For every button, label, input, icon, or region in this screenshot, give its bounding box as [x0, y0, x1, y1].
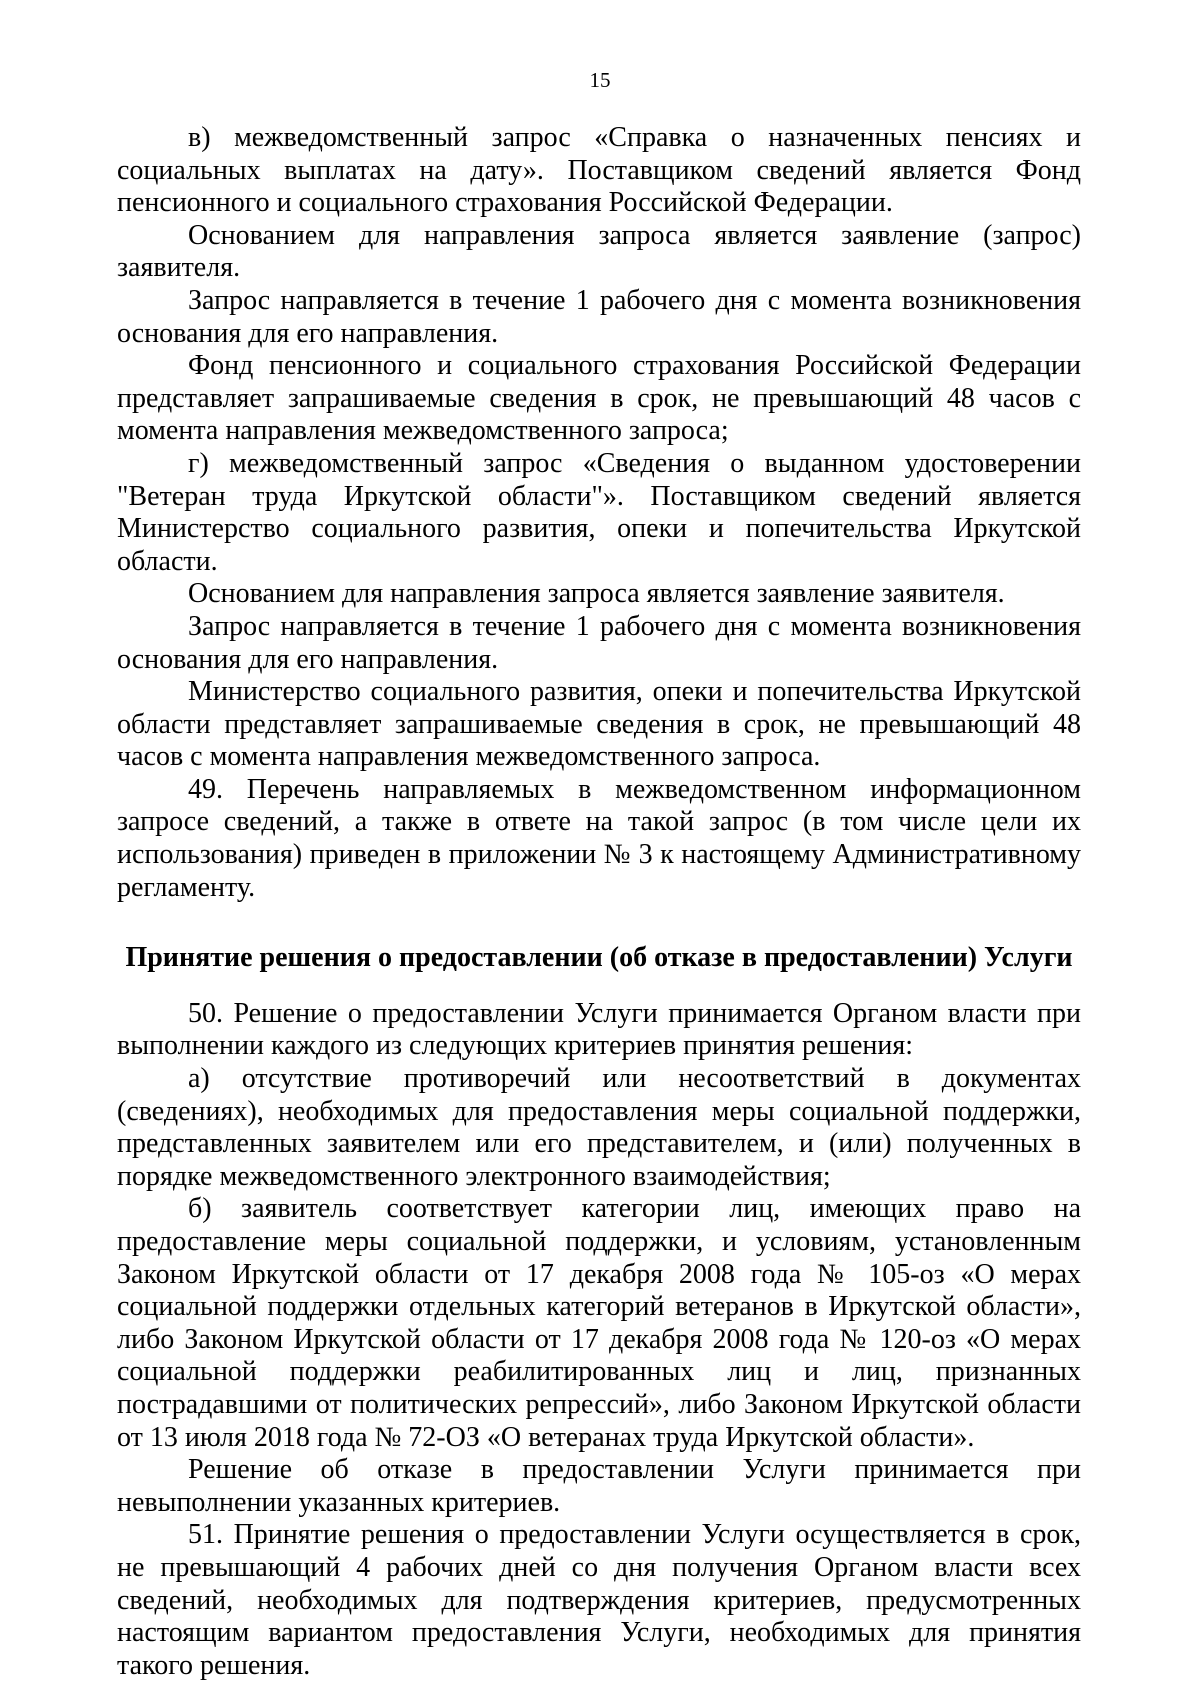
document-body — [117, 122, 1081, 1682]
paragraph-request-timing-2: Запрос направляется в течение 1 рабочего дня с момента возникновения основания для его направления. — [117, 610, 1081, 675]
paragraph-50-b: б) заявитель соответствует категории лиц, имеющих право на предоставление меры социальной поддержки, и условиям, установленным Законом Иркутской области от 17 декабря 2008 года № 105-оз «О мерах социальной поддержки отдельных категорий ветеранов в Иркутской области», либо Законом Иркутской области от 17 декабря 2008 года № 120-оз «О мерах социальной поддержки реабилитированных лиц и лиц, признанных пострадавшими от политических репрессий», либо Законом Иркутской области от 13 июля 2018 года № 72-ОЗ «О ветеранах труда Иркутской области». — [117, 1193, 1081, 1453]
section-heading: Принятие решения о предоставлении (об отказе в предоставлении) Услуги — [125, 942, 1073, 974]
paragraph-request-timing: Запрос направляется в течение 1 рабочего дня с момента возникновения основания для его направления. — [117, 284, 1081, 349]
paragraph-request-basis-2: Основанием для направления запроса является заявление заявителя. — [188, 578, 1005, 610]
paragraph-interagency-request-g: г) межведомственный запрос «Сведения о выданном удостоверении "Ветеран труда Иркутской области"». Поставщиком сведений является Министерство социального развития, опеки и попечительства Иркутской области. — [117, 447, 1081, 577]
paragraph-50: 50. Решение о предоставлении Услуги принимается Органом власти при выполнении каждого из следующих критериев принятия решения: — [117, 997, 1081, 1062]
paragraph-51: 51. Принятие решения о предоставлении Услуги осуществляется в срок, не превышающий 4 рабочих дней со дня получения Органом власти всех сведений, необходимых для подтверждения критериев, предусмотренных настоящим вариантом предоставления Услуги, необходимых для принятия такого решения. — [117, 1519, 1081, 1681]
paragraph-50-a: а) отсутствие противоречий или несоответствий в документах (сведениях), необходимых для предоставления меры социальной поддержки, представленных заявителем или его представителем, и (или) полученных в порядке межведомственного электронного взаимодействия; — [117, 1063, 1081, 1192]
paragraph-ministry-response: Министерство социального развития, опеки и попечительства Иркутской области представляет запрашиваемые сведения в срок, не превышающий 48 часов с момента направления межведомственного запроса. — [117, 676, 1081, 773]
page-number: 15 — [589, 68, 611, 92]
paragraph-49: 49. Перечень направляемых в межведомственном информационном запросе сведений, а также в ответе на такой запрос (в том числе цели их использования) приведен в приложении № 3 к настоящему Административному регламенту. — [117, 773, 1081, 903]
paragraph-fund-response: Фонд пенсионного и социального страхования Российской Федерации представляет запрашиваемые сведения в срок, не превышающий 48 часов с момента направления межведомственного запроса; — [117, 350, 1081, 447]
paragraph-request-basis: Основанием для направления запроса является заявление (запрос) заявителя. — [117, 219, 1081, 284]
paragraph-interagency-request-v: в) межведомственный запрос «Справка о назначенных пенсиях и социальных выплатах на дату». Поставщиком сведений является Фонд пенсионного и социального страхования Российской Федерации. — [117, 122, 1081, 219]
paragraph-refusal: Решение об отказе в предоставлении Услуги принимается при невыполнении указанных критериев. — [117, 1454, 1081, 1518]
